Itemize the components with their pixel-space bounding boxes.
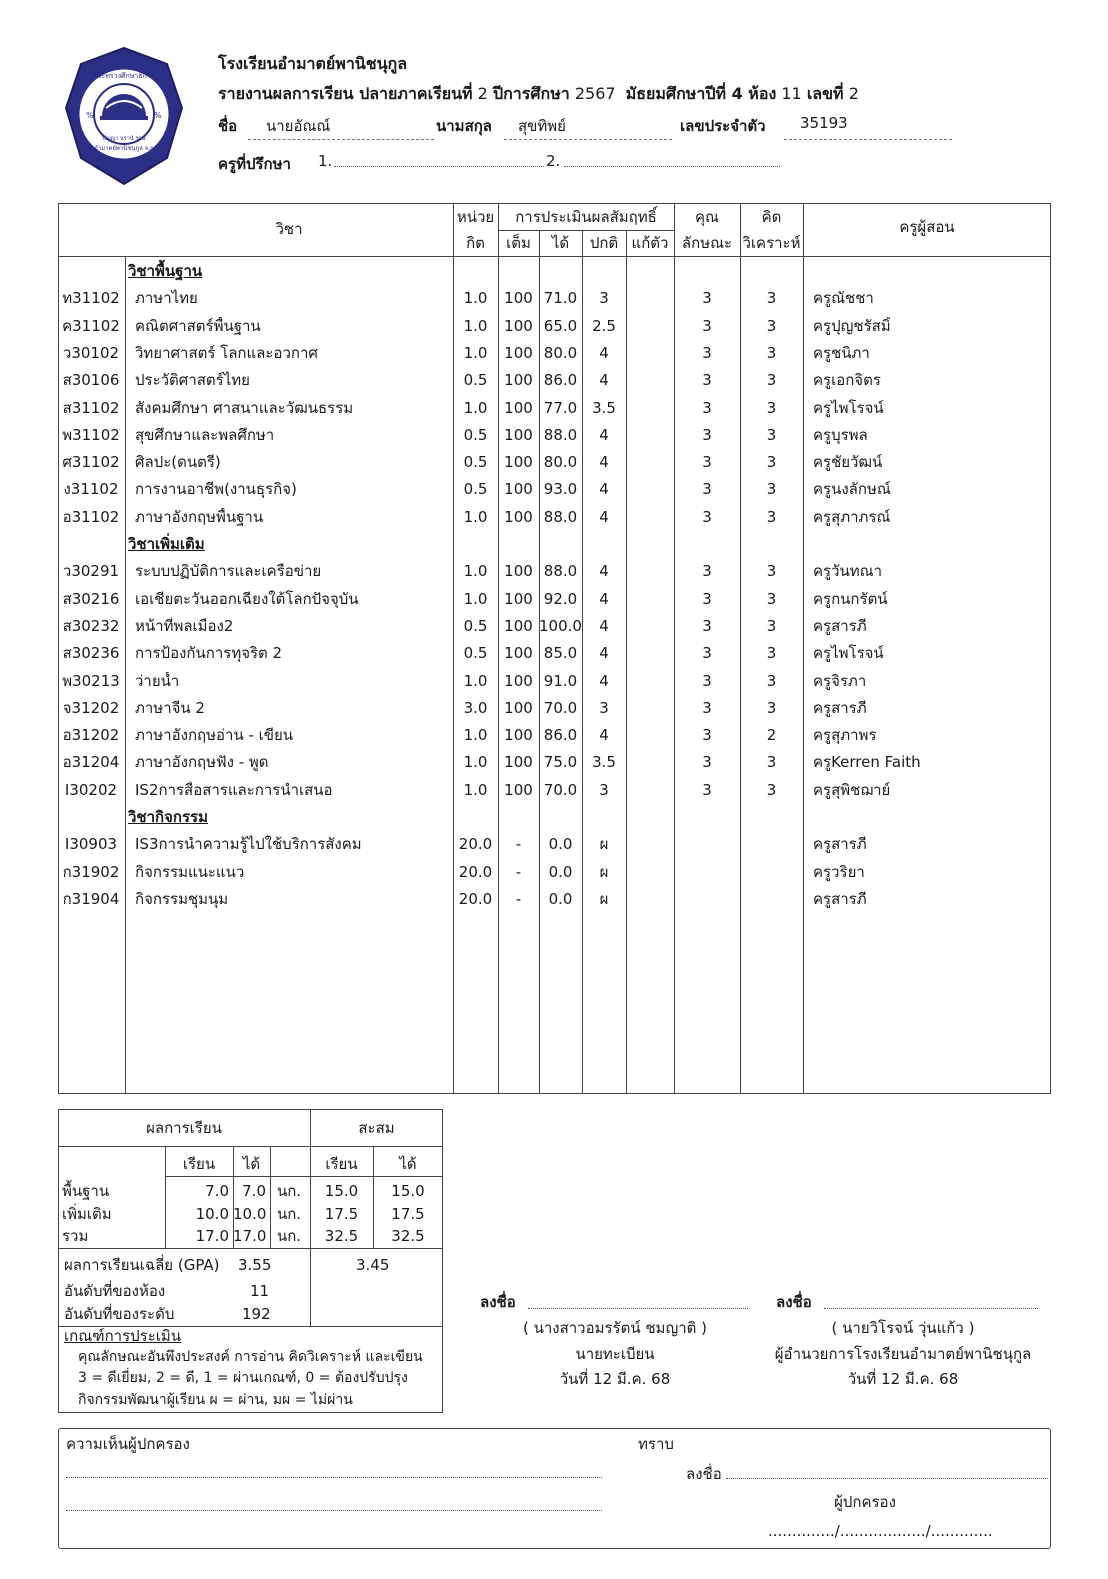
cell-think: 3 [766,343,777,362]
cell-char: 3 [702,371,712,390]
parent-ack: ทราบ [638,1435,674,1453]
cell-grade: 4 [599,425,609,444]
gpa-value: 3.55 [238,1256,272,1274]
cell-think: 3 [766,507,777,526]
cell-teacher: ครูณัชชา [813,289,874,308]
summary-got-header: ได้ [242,1155,261,1173]
logo-text-top: กระทรวงศึกษาธิการ [93,72,155,80]
cell-grade: 4 [599,616,609,635]
criteria-line-2: 3 = ดีเยี่ยม, 2 = ดี, 1 = ผ่านเกณฑ์, 0 = ต้องปรับปรุง [78,1370,408,1386]
cell-grade: 4 [599,562,609,581]
header-full: เต็ม [506,234,531,252]
cell-char: 3 [702,289,712,308]
cell-full: 100 [504,425,533,444]
cell-full: 100 [504,562,533,581]
cell-got: 0.0 [548,862,573,881]
cell-teacher: ครูกนกรัตน์ [813,589,888,608]
summary-label: พื้นฐาน [62,1182,110,1200]
cell-grade: ผ [599,835,609,854]
cell-code: ว30102 [62,343,120,362]
cell-got: 75.0 [543,753,578,772]
cell-credit: 0.5 [463,616,488,635]
advisor-2-line [564,150,780,167]
summary-acc-study-header: เรียน [325,1155,358,1173]
header-got: ได้ [551,234,570,252]
svg-text:%: % [154,111,162,120]
cell-name: ว่ายน้ำ [135,671,180,690]
cell-grade: 3.5 [592,398,616,417]
cell-code: จ31202 [62,698,120,717]
cell-grade: 3 [599,289,609,308]
parent-role: ผู้ปกครอง [834,1493,896,1511]
cell-teacher: ครูKerren Faith [813,753,921,772]
cell-full: 100 [504,753,533,772]
last-name-label: นามสกุล [436,117,492,135]
header-credit-2: กิต [466,234,485,252]
summary-got: 10.0 [233,1204,267,1223]
cell-code: ก31904 [62,889,120,908]
header-character-1: คุณ [695,208,719,226]
cell-code: ส30236 [62,644,120,663]
cell-got: 0.0 [548,835,573,854]
header-analysis-1: คิด [761,208,782,226]
cell-credit: 3.0 [463,698,488,717]
table-header-divider [58,256,1051,257]
cell-teacher: ครูชัยวัฒน์ [813,453,883,472]
parent-sign-line [726,1463,1048,1479]
cell-credit: 1.0 [463,507,488,526]
cell-credit: 1.0 [463,562,488,581]
cell-teacher: ครูวันทณา [813,562,882,581]
header-assessment: การประเมินผลสัมฤทธิ์ [515,208,657,226]
summary-acc_study: 15.0 [324,1182,359,1200]
advisor-1-line [334,150,544,167]
cell-full: 100 [504,671,533,690]
cell-credit: 1.0 [463,343,488,362]
cell-think: 3 [766,616,777,635]
cell-think: 3 [766,562,777,581]
first-name-label: ชื่อ [218,117,238,135]
gpa-accum-value: 3.45 [356,1256,390,1274]
report-title-part2: ปีการศึกษา [492,84,570,103]
cell-teacher: ครูชนิภา [813,343,870,362]
registrar-sign-label: ลงชื่อ [480,1293,516,1311]
cell-name: สุขศึกษาและพลศึกษา [135,425,275,444]
cell-full: - [515,835,522,854]
cell-got: 80.0 [543,453,578,472]
cell-got: 88.0 [543,507,578,526]
gpa-label: ผลการเรียนเฉลี่ย (GPA) [64,1256,220,1274]
rank-room-label: อันดับที่ของห้อง [64,1282,166,1300]
cell-full: 100 [504,780,533,799]
cell-credit: 20.0 [458,862,493,881]
cell-teacher: ครูปุญชรัสมิ์ [813,316,891,335]
cell-teacher: ครูไพโรจน์ [813,644,884,663]
cell-teacher: ครูสารภี [813,835,867,854]
cell-credit: 1.0 [463,780,488,799]
cell-grade: 4 [599,507,609,526]
cell-got: 86.0 [543,371,578,390]
cell-grade: 4 [599,480,609,499]
cell-char: 3 [702,453,712,472]
cell-teacher: ครูสุพิชฌาย์ [813,780,891,799]
cell-char: 3 [702,398,712,417]
cell-teacher: ครูสุภาพร [813,726,877,745]
report-title [218,82,859,107]
criteria-title: เกณฑ์การประเมิน [64,1327,182,1345]
summary-study-header: เรียน [182,1155,216,1173]
cell-credit: 1.0 [463,726,488,745]
cell-name: ภาษาอังกฤษพื้นฐาน [135,507,264,526]
registrar-role: นายทะเบียน [575,1345,655,1363]
cell-full: 100 [504,480,533,499]
cell-credit: 1.0 [463,316,488,335]
advisor-1-number: 1. [318,152,333,170]
cell-grade: 3 [599,698,609,717]
criteria-line-3: กิจกรรมพัฒนาผู้เรียน ผ = ผ่าน, มผ = ไม่ผ่าน [78,1392,353,1408]
registrar-name: ( นางสาวอมรรัตน์ ชมญาติ ) [522,1319,708,1337]
room: 11 [781,84,802,103]
cell-code: อ31202 [62,726,120,745]
header-credit-1: หน่วย [456,208,495,226]
cell-code: I30202 [64,780,118,799]
logo-text-bottom: ร.ร.อำมาตย์พานิชนุกูล จ.กระบี่ [83,145,165,152]
cell-full: 100 [504,644,533,663]
cell-think: 3 [766,589,777,608]
cell-char: 3 [702,343,712,362]
term: 2 [477,84,488,103]
cell-grade: 4 [599,371,609,390]
cell-full: - [515,862,522,881]
cell-char: 3 [702,562,712,581]
cell-code: อ31102 [62,507,120,526]
cell-think: 3 [766,453,777,472]
cell-credit: 0.5 [463,644,488,663]
cell-grade: 4 [599,589,609,608]
director-role: ผู้อำนวยการโรงเรียนอำมาตย์พานิชนุกูล [774,1345,1032,1363]
cell-code: พ31102 [62,425,120,444]
section-title: วิชาเพิ่มเติม [128,535,205,553]
cell-grade: 4 [599,671,609,690]
cell-credit: 20.0 [458,889,493,908]
cell-credit: 1.0 [463,398,488,417]
cell-teacher: ครูนงลักษณ์ [813,480,891,499]
cell-grade: 4 [599,644,609,663]
section-title: วิชากิจกรรม [128,808,208,826]
cell-think: 3 [766,289,777,308]
cell-name: ภาษาอังกฤษฟัง - พูด [135,753,269,772]
summary-study: 10.0 [195,1204,229,1223]
summary-unit: นก. [276,1182,302,1200]
parent-comment-line-1 [66,1463,602,1478]
summary-acc_study: 17.5 [324,1204,359,1223]
cell-got: 71.0 [543,289,578,308]
cell-teacher: ครูเอกจิตร [813,371,881,390]
cell-got: 65.0 [543,316,578,335]
cell-code: ส31102 [62,398,120,417]
cell-char: 3 [702,671,712,690]
cell-credit: 0.5 [463,371,488,390]
cell-code: I30903 [64,835,118,854]
report-title-part3: มัธยมศึกษาปีที่ 4 ห้อง [625,84,777,103]
cell-name: สังคมศึกษา ศาสนาและวัฒนธรรม [135,398,354,417]
cell-teacher: ครูไพโรจน์ [813,398,884,417]
cell-name: ประวัติศาสตร์ไทย [135,371,250,390]
cell-think: 3 [766,425,777,444]
student-id-label: เลขประจำตัว [680,117,766,135]
cell-char: 3 [702,616,712,635]
cell-grade: 4 [599,343,609,362]
header-subject: วิชา [275,220,303,238]
cell-char: 3 [702,589,712,608]
cell-credit: 1.0 [463,589,488,608]
cell-name: กิจกรรมชุมนุม [135,889,229,908]
cell-name: การงานอาชีพ(งานธุรกิจ) [135,480,297,499]
cell-got: 80.0 [543,343,578,362]
cell-full: 100 [504,316,533,335]
cell-teacher: ครูบุรพล [813,425,868,444]
cell-full: 100 [504,726,533,745]
cell-got: 93.0 [543,480,578,499]
cell-code: ส30216 [62,589,120,608]
cell-name: กิจกรรมแนะแนว [135,862,245,881]
director-name: ( นายวิโรจน์ วุ่นแก้ว ) [831,1319,975,1337]
cell-think: 3 [766,371,777,390]
cell-name: การป้องกันการทุจริต 2 [135,644,283,663]
cell-credit: 0.5 [463,425,488,444]
summary-acc_got: 15.0 [391,1182,425,1200]
last-name-value: สุขทิพย์ [504,114,672,140]
academic-year: 2567 [574,84,616,103]
registrar-date: วันที่ 12 มี.ค. 68 [559,1370,671,1388]
cell-full: 100 [504,616,533,635]
cell-code: ว30291 [62,562,120,581]
first-name-value: นายอัณณ์ [248,114,434,140]
cell-name: วิทยาศาสตร์ โลกและอวกาศ [135,343,318,362]
header-fix: แก้ตัว [631,234,669,252]
cell-full: 100 [504,589,533,608]
cell-code: ส30106 [62,371,120,390]
cell-credit: 1.0 [463,753,488,772]
cell-think: 3 [766,671,777,690]
summary-got: 7.0 [242,1182,266,1200]
summary-acc-got-header: ได้ [399,1155,417,1173]
cell-full: - [515,889,522,908]
summary-acc_study: 32.5 [324,1227,359,1245]
rank-room-value: 11 [250,1282,270,1300]
header-analysis-2: วิเคราะห์ [742,234,801,252]
cell-grade: ผ [599,889,609,908]
student-number: 2 [848,84,859,103]
cell-char: 3 [702,753,712,772]
cell-char: 3 [702,726,712,745]
summary-got: 17.0 [233,1227,267,1245]
director-date: วันที่ 12 มี.ค. 68 [847,1370,959,1388]
cell-got: 85.0 [543,644,578,663]
director-sign-label: ลงชื่อ [776,1293,812,1311]
cell-think: 3 [766,316,777,335]
cell-got: 92.0 [543,589,578,608]
parent-date: ............../................../............. [768,1522,993,1540]
cell-name: ภาษาจีน 2 [135,698,205,717]
cell-think: 2 [766,726,777,745]
report-title-part4: เลขที่ [806,84,844,103]
cell-got: 86.0 [543,726,578,745]
cell-credit: 1.0 [463,671,488,690]
cell-think: 3 [766,398,777,417]
cell-got: 91.0 [543,671,578,690]
advisor-label: ครูที่ปรึกษา [218,155,291,173]
cell-full: 100 [504,398,533,417]
cell-think: 3 [766,753,777,772]
cell-credit: 0.5 [463,480,488,499]
cell-got: 77.0 [543,398,578,417]
cell-full: 100 [504,453,533,472]
cell-teacher: ครูวริยา [813,862,865,881]
cell-think: 3 [766,698,777,717]
summary-study: 17.0 [195,1227,229,1245]
cell-full: 100 [504,507,533,526]
cell-name: ระบบปฏิบัติการและเครือข่าย [135,562,322,581]
parent-comment-label: ความเห็นผู้ปกครอง [66,1435,190,1453]
cell-credit: 1.0 [463,289,488,308]
cell-teacher: ครูสารภี [813,889,867,908]
summary-acc_got: 17.5 [391,1204,425,1223]
cell-name: เอเชียตะวันออกเฉียงใต้โลกปัจจุบัน [135,589,359,608]
cell-char: 3 [702,316,712,335]
school-logo [64,46,184,186]
cell-code: ศ31102 [62,453,120,472]
parent-comment-line-2 [66,1496,602,1511]
director-sign-line [824,1293,1038,1309]
header-normal: ปกติ [589,234,619,252]
cell-code: ค31102 [62,316,120,335]
section-title: วิชาพื้นฐาน [128,262,203,280]
summary-label: เพิ่มเติม [62,1204,112,1223]
cell-teacher: ครูสารภี [813,698,867,717]
cell-think: 3 [766,480,777,499]
cell-credit: 0.5 [463,453,488,472]
summary-unit: นก. [276,1204,302,1223]
cell-char: 3 [702,698,712,717]
cell-name: คณิตศาสตร์พื้นฐาน [135,316,261,335]
cell-got: 70.0 [543,780,578,799]
cell-got: 100.0 [539,616,582,635]
cell-char: 3 [702,480,712,499]
registrar-sign-line [528,1293,748,1309]
cell-code: ท31102 [62,289,120,308]
criteria-line-1: คุณลักษณะอันพึงประสงค์ การอ่าน คิดวิเคราะห์ และเขียน [78,1349,423,1365]
cell-code: ง31102 [63,480,119,499]
header-teacher: ครูผู้สอน [899,218,955,236]
cell-name: หน้าที่พลเมือง2 [135,616,234,635]
summary-accum-label: สะสม [358,1119,395,1137]
cell-got: 88.0 [543,425,578,444]
cell-code: อ31204 [62,753,120,772]
cell-teacher: ครูจิรภา [813,671,867,690]
cell-name: ภาษาไทย [135,289,198,308]
rank-level-label: อันดับที่ของระดับ [64,1305,175,1323]
cell-credit: 20.0 [458,835,493,854]
cell-char: 3 [702,644,712,663]
assess-sub-divider [498,230,674,231]
cell-name: IS3การนำความรู้ไปใช้บริการสังคม [135,835,362,854]
cell-char: 3 [702,507,712,526]
cell-teacher: ครูสุภาภรณ์ [813,507,891,526]
cell-grade: ผ [599,862,609,881]
cell-got: 70.0 [543,698,578,717]
summary-result-label: ผลการเรียน [146,1119,222,1137]
cell-got: 88.0 [543,562,578,581]
school-name: โรงเรียนอำมาตย์พานิชนุกูล [218,54,408,73]
cell-full: 100 [504,289,533,308]
summary-unit: นก. [276,1227,302,1245]
parent-sign-label: ลงชื่อ [686,1465,722,1483]
cell-think: 3 [766,780,777,799]
cell-teacher: ครูสารภี [813,616,867,635]
cell-char: 3 [702,425,712,444]
cell-got: 0.0 [548,889,573,908]
rank-level-value: 192 [242,1305,271,1323]
summary-study: 7.0 [205,1182,229,1200]
cell-full: 100 [504,371,533,390]
student-id-value: 35193 [784,114,952,140]
cell-name: ภาษาอังกฤษอ่าน - เขียน [135,726,294,745]
cell-name: IS2การสื่อสารและการนำเสนอ [135,780,333,799]
cell-char: 3 [702,780,712,799]
cell-code: พ30213 [62,671,120,690]
summary-acc_got: 32.5 [391,1227,425,1245]
report-title-part1: รายงานผลการเรียน ปลายภาคเรียนที่ [218,84,473,103]
advisor-2-number: 2. [546,152,561,170]
cell-code: ส30232 [62,616,120,635]
cell-grade: 2.5 [592,316,616,335]
cell-grade: 4 [599,726,609,745]
cell-grade: 4 [599,453,609,472]
summary-label: รวม [62,1227,89,1245]
cell-full: 100 [504,698,533,717]
svg-text:%: % [86,111,94,120]
header-character-2: ลักษณะ [681,234,733,252]
cell-name: ศิลปะ(ดนตรี) [135,453,221,472]
cell-full: 100 [504,343,533,362]
cell-grade: 3 [599,780,609,799]
cell-think: 3 [766,644,777,663]
cell-code: ก31902 [62,862,120,881]
logo-text-motto: ปัญญา นรานํ รตนํ [102,136,146,142]
cell-grade: 3.5 [592,753,616,772]
